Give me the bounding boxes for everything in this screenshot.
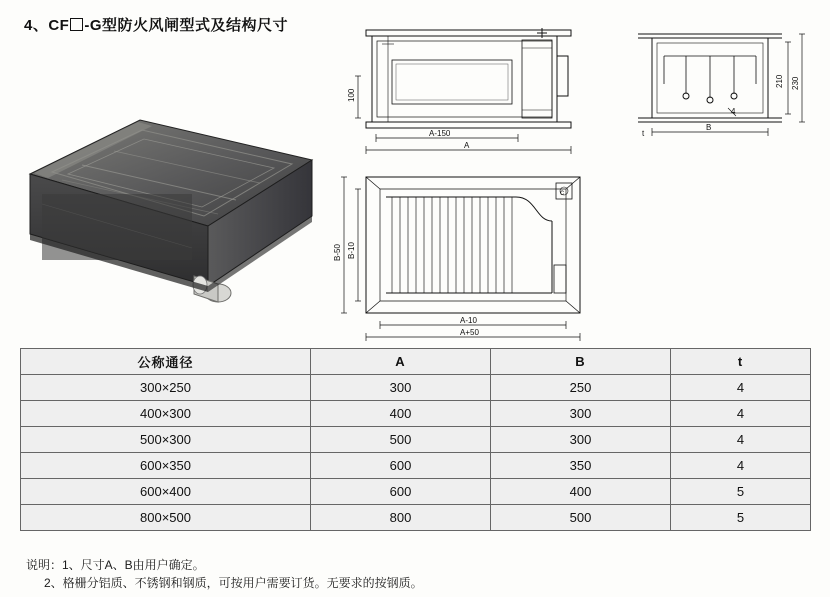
dim-230-label: 230 bbox=[791, 76, 800, 90]
cell-t: 5 bbox=[671, 505, 811, 531]
dim-a-150-label: A-150 bbox=[429, 129, 451, 138]
dim-b-side-label: B bbox=[706, 123, 712, 132]
dim-a-label: A bbox=[464, 141, 470, 150]
col-header-nominal: 公称通径 bbox=[21, 349, 311, 375]
cell-nominal: 600×400 bbox=[21, 479, 311, 505]
cell-a: 500 bbox=[311, 427, 491, 453]
dim-b-50-label: B-50 bbox=[333, 244, 342, 261]
table-row bbox=[21, 427, 811, 453]
dim-a-50-label: A+50 bbox=[460, 328, 479, 337]
dimension-table bbox=[20, 348, 811, 531]
square-placeholder-icon bbox=[70, 18, 83, 31]
dim-b-10-label: B-10 bbox=[347, 242, 356, 259]
table-row bbox=[21, 479, 811, 505]
dim-a-10-label: A-10 bbox=[460, 316, 477, 325]
col-header-b: B bbox=[491, 349, 671, 375]
col-header-t: t bbox=[671, 349, 811, 375]
cell-a: 600 bbox=[311, 453, 491, 479]
cell-t: 4 bbox=[671, 427, 811, 453]
cell-b: 250 bbox=[491, 375, 671, 401]
drawing-front-view bbox=[330, 165, 600, 345]
notes-block bbox=[26, 556, 423, 592]
cell-t: 4 bbox=[671, 401, 811, 427]
cell-a: 300 bbox=[311, 375, 491, 401]
table-row bbox=[21, 453, 811, 479]
cell-b: 350 bbox=[491, 453, 671, 479]
cell-nominal: 600×350 bbox=[21, 453, 311, 479]
cell-t: 5 bbox=[671, 479, 811, 505]
cell-b: 300 bbox=[491, 401, 671, 427]
dim-210-label: 210 bbox=[775, 74, 784, 88]
dim-height-label: 100 bbox=[347, 88, 356, 102]
cell-b: 500 bbox=[491, 505, 671, 531]
page-title bbox=[24, 14, 288, 35]
cell-t: 4 bbox=[671, 453, 811, 479]
cell-nominal: 400×300 bbox=[21, 401, 311, 427]
cell-t: 4 bbox=[671, 375, 811, 401]
page-title-prefix: 4、CF bbox=[24, 17, 70, 34]
mark-4-label: 4 bbox=[731, 107, 736, 116]
note-line-2: 2、格栅分铝质、不锈钢和钢质，可按用户需要订货。无要求的按钢质。 bbox=[44, 576, 423, 590]
table-header-row bbox=[21, 349, 811, 375]
cell-b: 400 bbox=[491, 479, 671, 505]
mark-c-label: c bbox=[560, 188, 564, 197]
drawing-top-view bbox=[336, 20, 596, 155]
cell-a: 800 bbox=[311, 505, 491, 531]
col-header-a: A bbox=[311, 349, 491, 375]
cell-a: 600 bbox=[311, 479, 491, 505]
cell-nominal: 500×300 bbox=[21, 427, 311, 453]
table-row bbox=[21, 505, 811, 531]
table-row bbox=[21, 375, 811, 401]
dim-t-label: t bbox=[642, 129, 645, 138]
dimension-table-wrap bbox=[20, 348, 810, 531]
table-row bbox=[21, 401, 811, 427]
drawing-side-view bbox=[630, 20, 820, 145]
product-photo bbox=[22, 108, 322, 320]
cell-nominal: 800×500 bbox=[21, 505, 311, 531]
cell-nominal: 300×250 bbox=[21, 375, 311, 401]
cell-b: 300 bbox=[491, 427, 671, 453]
page-title-suffix: -G型防火风闸型式及结构尺寸 bbox=[84, 17, 289, 34]
note-line-1: 说明：1、尺寸A、B由用户确定。 bbox=[26, 558, 205, 572]
cell-a: 400 bbox=[311, 401, 491, 427]
